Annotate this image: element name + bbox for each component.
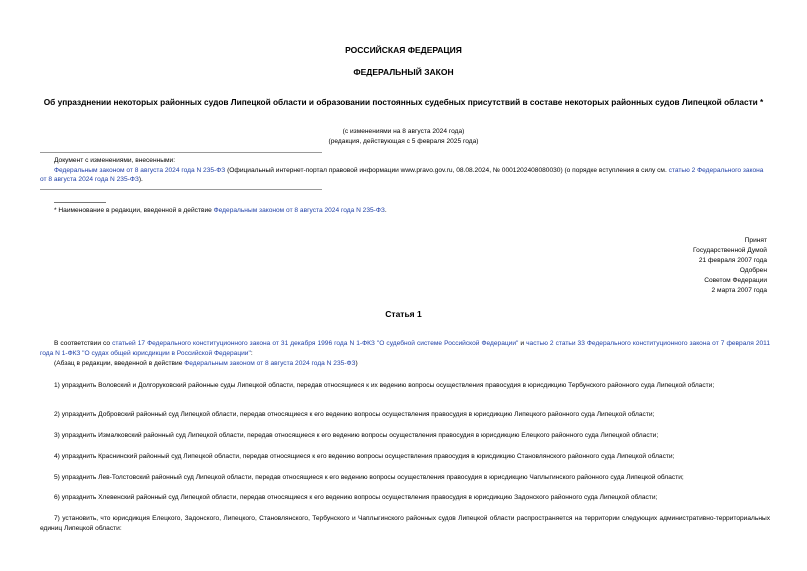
intro-text: и	[518, 340, 527, 347]
divider	[40, 189, 322, 190]
changes-note: (с изменениями на 8 августа 2024 года)	[342, 128, 465, 135]
footnote	[54, 206, 387, 215]
footnote-text: * Наименование в редакции, введенной в действие	[54, 207, 214, 214]
adoption-line: 2 марта 2007 года	[711, 287, 767, 294]
adoption-line: Советом Федерации	[704, 277, 767, 284]
list-item-text: 5) упразднить Лев-Толстовский районный суд Липецкой области, передав относящиеся к его ведению вопросы осуществления правосудия в юрисдикцию Чаплыгинского районного суда Липецкой области;	[54, 474, 684, 481]
list-item-text: 7) установить, что юрисдикция Елецкого, Задонского, Липецкого, Становлянского, Тербунского и Чаплыгинского районных судов Липецкой области распространяется на территории следующих административно-территориальных единиц Липецкой области:	[40, 515, 770, 532]
list-item	[40, 473, 770, 483]
list-item-text: 6) упразднить Хлевенский районный суд Липецкой области, передав относящиеся к его ведению вопросы осуществления правосудия в юрисдикцию Задонского районного суда Липецкой области;	[54, 494, 658, 501]
intro-link-fkz-1996[interactable]: статьей 17 Федерального конституционного закона от 31 декабря 1996 года N 1-ФКЗ "О судебной системе Российской Федерации"	[112, 340, 519, 347]
article-heading: Статья 1	[385, 309, 422, 319]
list-item-text: 4) упразднить Краснинский районный суд Липецкой области, передав относящиеся к его ведению вопросы осуществления правосудия в юрисдикцию Становлянского районного суда Липецкой области;	[54, 453, 675, 460]
footnote-link[interactable]: Федеральным законом от 8 августа 2024 года N 235-ФЗ	[213, 207, 385, 214]
list-item	[40, 431, 770, 441]
divider	[40, 152, 322, 153]
intro-link-fkz-2011[interactable]: частью 2 статьи 33 Федерального конституционного закона от 7 февраля 2011 года N 1-ФКЗ "О судах общей юрисдикции в Российской Федерации"	[40, 340, 770, 357]
intro-text: В соответствии со	[54, 340, 113, 347]
adoption-line: Государственной Думой	[693, 247, 767, 254]
footnote-end: .	[384, 207, 387, 214]
intro-note	[40, 359, 770, 369]
list-item-text: 3) упразднить Измалковский районный суд Липецкой области, передав относящиеся к его ведению вопросы осуществления правосудия в юрисдикцию Елецкого районного суда Липецкой области;	[54, 432, 659, 439]
adoption-block	[693, 236, 767, 296]
intro-text: :	[250, 349, 253, 357]
page-title: Об упразднении некоторых районных судов Липецкой области и образовании постоянных судебных присутствий в составе некоторых районных судов Липецкой области *	[43, 97, 764, 107]
doc-type-heading: ФЕДЕРАЛЬНЫЙ ЗАКОН	[353, 67, 454, 77]
intro-note-link[interactable]: Федеральным законом от 8 августа 2024 года N 235-ФЗ	[184, 360, 356, 367]
list-item	[40, 410, 770, 420]
amendments-label: Документ с изменениями, внесенными:	[54, 157, 176, 164]
adoption-line: Одобрен	[739, 267, 767, 274]
article-intro	[40, 339, 770, 358]
adoption-line: 21 февраля 2007 года	[698, 257, 767, 264]
list-item	[40, 381, 770, 391]
adoption-line: Принят	[744, 237, 767, 244]
intro-note-end: )	[355, 360, 358, 367]
amendment-end: ).	[138, 176, 143, 183]
amendment-article-link[interactable]: статью 2 Федерального закона от 8 августа 2024 года N 235-ФЗ	[40, 167, 764, 183]
country-heading: РОССИЙСКАЯ ФЕДЕРАЦИЯ	[345, 45, 462, 55]
list-item	[40, 452, 770, 462]
amendments-text	[40, 166, 770, 184]
amendment-law-link[interactable]: Федеральным законом от 8 августа 2024 года N 235-ФЗ	[54, 167, 226, 174]
list-item	[40, 493, 770, 503]
edition-note: (редакция, действующая с 5 февраля 2025 года)	[328, 138, 479, 145]
footnote-divider	[54, 202, 106, 203]
intro-note-text: (Абзац в редакции, введенной в действие	[54, 360, 185, 367]
list-item-text: 1) упразднить Воловский и Долгоруковский районные суды Липецкой области, передав относящиеся к их ведению вопросы осуществления правосудия в юрисдикцию Тербунского районного суда Липецкой области;	[54, 382, 715, 389]
list-item	[40, 514, 770, 533]
amendment-source: (Официальный интернет-портал правовой информации www.pravo.gov.ru, 08.08.2024, № 0001202408080030) (о порядке вступления в силу см.	[225, 167, 669, 174]
list-item-text: 2) упразднить Добровский районный суд Липецкой области, передав относящиеся к его ведению вопросы осуществления правосудия в юрисдикцию Липецкого районного суда Липецкой области;	[54, 411, 655, 418]
